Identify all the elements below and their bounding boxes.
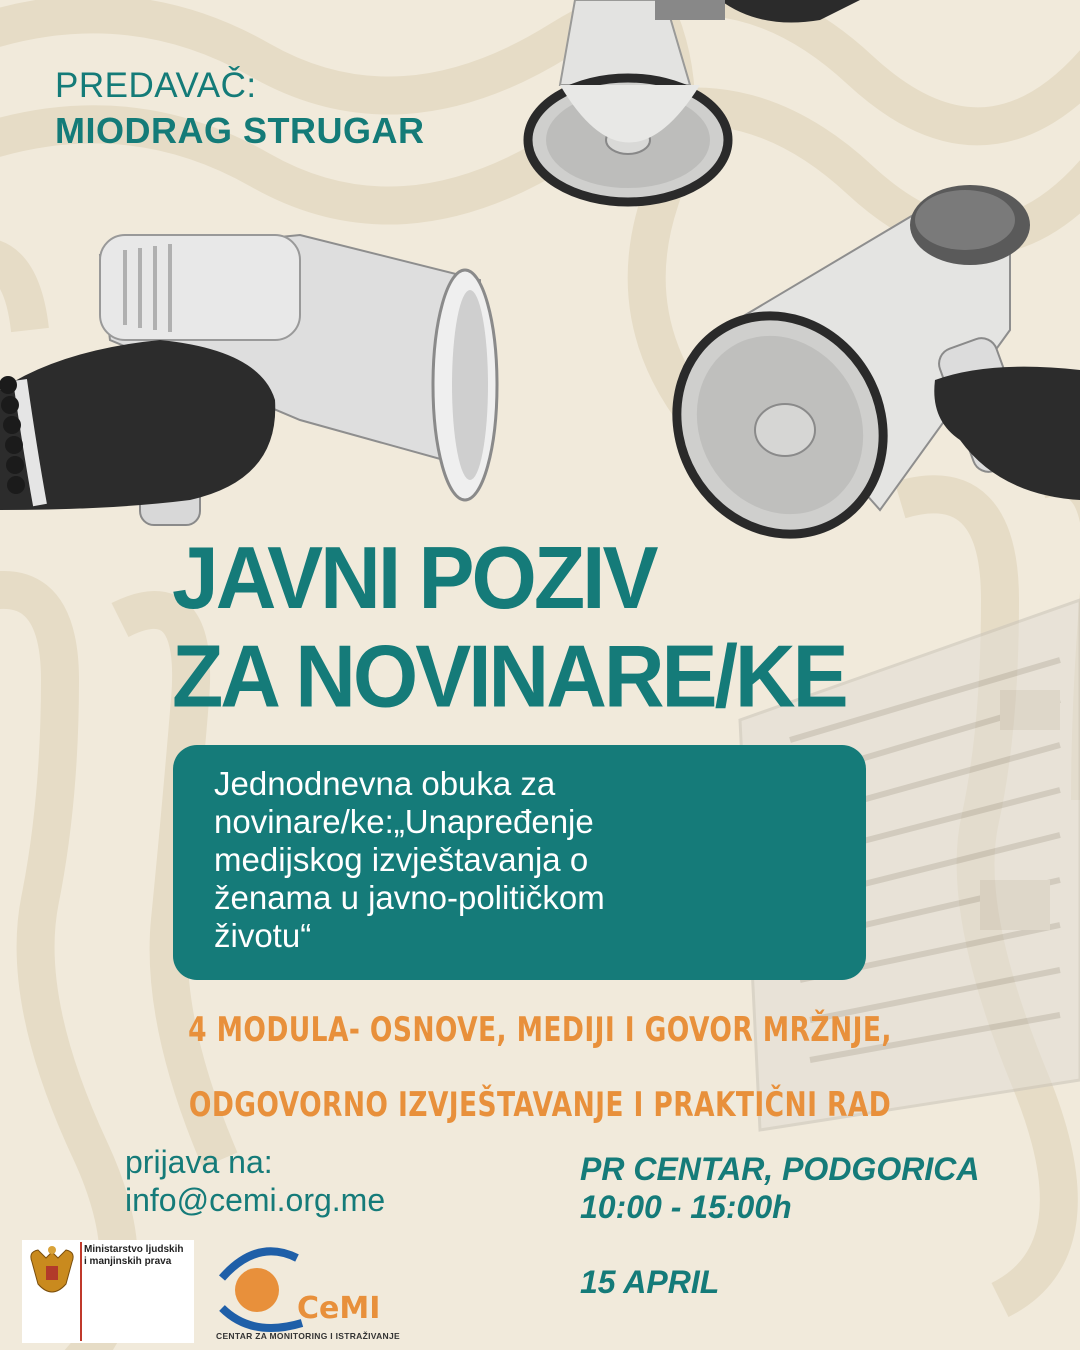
top-megaphone-image <box>528 0 860 202</box>
speaker-name: MIODRAG STRUGAR <box>55 110 425 151</box>
event-details <box>580 1150 979 1226</box>
ministry-divider <box>80 1242 82 1341</box>
signup-info <box>125 1143 385 1219</box>
headline-line-1: JAVNI POZIV <box>172 528 656 627</box>
training-line-2: novinare/ke:„Unapređenje <box>214 803 594 840</box>
ministry-line-1: Ministarstvo ljudskih <box>84 1244 184 1255</box>
training-line-3: medijskog izvještavanja o <box>214 841 589 878</box>
event-venue: PR CENTAR, PODGORICA <box>580 1151 980 1187</box>
signup-email-link[interactable]: info@cemi.org.me <box>125 1182 386 1218</box>
modules-line-1: 4 MODULA- OSNOVE, MEDIJI I GOVOR MRŽNJE, <box>188 1010 892 1050</box>
training-line-1: Jednodnevna obuka za <box>214 765 556 802</box>
cemi-full-name: CENTAR ZA MONITORING I ISTRAŽIVANJE <box>216 1331 400 1341</box>
coat-of-arms-icon <box>26 1244 78 1304</box>
headline-line-2: ZA NOVINARE/KE <box>172 626 846 726</box>
event-time: 10:00 - 15:00h <box>580 1189 792 1225</box>
cemi-wordmark: CeMI <box>297 1291 381 1326</box>
ministry-logo <box>22 1240 194 1343</box>
ministry-line-2: i manjinskih prava <box>84 1256 172 1267</box>
training-line-5: životu“ <box>214 917 312 954</box>
speaker-label: PREDAVAČ: <box>55 66 257 105</box>
right-megaphone-image <box>637 185 1080 572</box>
event-date: 15 APRIL <box>580 1264 720 1300</box>
modules-line-2: ODGOVORNO IZVJEŠTAVANJE I PRAKTIČNI RAD <box>188 1085 892 1125</box>
left-megaphone-image <box>0 235 497 525</box>
ministry-name <box>84 1244 183 1268</box>
signup-label: prijava na: <box>125 1144 273 1180</box>
training-line-4: ženama u javno-političkom <box>214 879 605 916</box>
training-description <box>214 765 734 955</box>
headline <box>172 528 846 725</box>
